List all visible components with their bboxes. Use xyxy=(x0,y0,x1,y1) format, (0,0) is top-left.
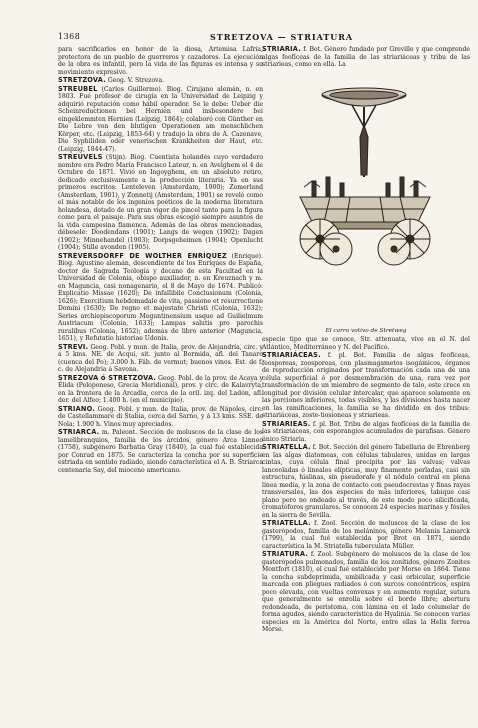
dictionary-entry xyxy=(262,421,470,444)
entry-headword: STREVI. xyxy=(58,342,89,351)
entry-text: (Carlos Guillermo). Biog. Cirujano alemán, n. en 1803. Fué profesor de cirugía en la Universidad de Leipzig y adquirió reputación como hábil operador. Se le debe: Ueber die Scheinreductionen bei Hernien und insbesondere bei eingeklemmten Hernien (Leipzig, 1864); colaboró con Günther en Die Lehre von den blutigen Operationen am menschlichen Körper, etc. (Leipzig, 1853-64) y tradujo la obra de A. Cazenave, Die Syphiliden oder venerischen Krankheiten der Haut, etc. (Leipzig, 1844-47). xyxy=(58,85,263,153)
dictionary-entry xyxy=(58,406,263,429)
dictionary-entry xyxy=(58,344,263,374)
entry-text: Geog. Pobl. y mun. de Italia, prov. de Alejandría, circ. y á 5 kms. NE. de Acquí, sit. junto al Bormida, afl. del Tanaro (cuenca del Po); 3.000 h. Fáb. de vermut; buenos vinos. Est. de f. c. de Alejandría á Savona. xyxy=(58,343,263,373)
entry-headword: STRIATELLA. xyxy=(262,443,311,451)
votive-chariot-illustration xyxy=(290,77,440,282)
dictionary-entry xyxy=(262,46,470,69)
entry-headword: STRIARIA. xyxy=(262,45,301,53)
left-column xyxy=(58,46,263,475)
dictionary-entry xyxy=(58,46,263,76)
figure-caption: El carro votivo de Stretweg xyxy=(325,328,407,334)
entry-headword: STREUVELS xyxy=(58,153,103,161)
dictionary-entry xyxy=(58,86,263,154)
entry-text: f. Bot. Género fundado por Greville y que comprende algas feofíceas de la familia de las striariáceas y tribu de las striarieas, como en ella. La xyxy=(262,46,470,68)
entry-headword: STRIARIÁCEAS. xyxy=(262,351,321,359)
right-column-bottom xyxy=(262,336,470,635)
entry-text: Geog. Pobl. de la prov. de Acaya y Élida (Peloponeso, Grecia Meridional), prov. y circ. de Kalavryta, en la frontera de la Arcadia, cerca de la oril. izq. del Ladón, afl. der. del Alfeo; 1.400 h. (en el municipio). xyxy=(58,374,263,404)
entry-text: f. Bot. Sección del género Tabellaria de Ehrenberg en las algas diatomeas, con células tabulares, unidas en largas cintas, cuya célula final precipita por las valvas; valvas lanceoladas ó lineales elípticas, muy finamente perladas, casi sin estructura, hialinas, sin pseudorafe y el nódulo central en plena línea media, y la zona de contacto con pseudocrestas y finas rayas transversales, las dos especies de más inferiores, tabique casi plano pero no ondeado al través, de este modo poco silicificada, cromatóforos granulares. Se conocen 24 especies marinas y fósiles en la sierra de Sevilla. xyxy=(262,444,471,519)
entry-headword: STRIARIEAS. xyxy=(262,419,311,428)
page-header xyxy=(58,32,428,44)
entry-text: Geog. V. Strezova. xyxy=(107,77,165,84)
running-title: STRETZOVA — STRIATURA xyxy=(210,32,354,42)
right-column-top xyxy=(262,46,470,70)
dictionary-entry xyxy=(58,375,263,405)
entry-headword: STRETZOVA. xyxy=(58,76,106,84)
entry-text: f. Zool. Sección de moluscos de la clase de los gasterópodos, familia de los meláninos, género Melania Lamarck (1799), la cual fué establecida por Brot en 1871, siendo característica la M. Striatella tuberculata Müller. xyxy=(262,520,471,550)
entry-text: (Stijn). Biog. Cuentista holandés cuyo verdadero nombre era Pedro María Francisco Lateur, n. en Avelghem el 4 de Octubre de 1871. Vivió en Ingoyghem, en un absoluto retiro, dedicado exclusivamente a la producción literaria. Ya en sus primeros escritos: Lenteleven (Amsterdam, 1900); Zomerland (Amsterdam, 1901), y Zonnetij (Amsterdam, 1901) se reveló como el más notable de los ingenios poéticos de la moderna literatura holandesa, dotado de un gran vigor de pincel tanto para la figura como para el paisaje. Para sus obras escogió siempre asuntos de la vida campesina flamenca. Además de las obras mencionadas, débesele: Doodendans (1901); Langs de wegen (1902); Dagen (1902); Minnehandel (1903); Dorpsgeheimen (1904); Openlucht (1904); Stille avonden (1905). xyxy=(58,154,263,251)
entry-text: Geog. Pobl. y mun. de Italia, prov. de Nápoles, circ. de Castellammare di Stabia, cerca del Sarno, y á 13 kms. SSE. de Nola; 1.900 h. Vinos muy apreciados. xyxy=(58,405,263,428)
dictionary-entry xyxy=(262,336,470,351)
entry-headword: STRIARCA. xyxy=(58,428,100,436)
entry-headword: STREUBEL xyxy=(58,84,98,93)
dictionary-entry xyxy=(58,154,263,252)
entry-text: f. pl. Bot. Familia de algas feofíceas, feosporeas, zoosporeas, con plasmagametos isogámicos, órganos de reproducción originados por transformación cada una de una célula superficial ó por desmembración de una, rara vez por transformación de un miembro de segmento de talo, este crece en longitud por división celular intercalar, que aparece solamente en las porciones inferiores, todas visibles, y las divisiones hasta nacer en las ramificaciones, la familia se ha dividido en dos tribus: striariáceas, zoste-tiosioneas y striarieas. xyxy=(262,352,470,419)
page-number: 1368 xyxy=(58,32,81,41)
entry-text: especie tipo que se conoce, Str. attenuata, vive en el N. del Atlántico, Mediterráneo y N. del Pacífico. xyxy=(262,336,470,351)
dictionary-entry xyxy=(262,520,470,550)
entry-text: para sacrificarlos en honor de la diosa, Artemisa Lafria, protectora de un pueblo de guerreros y cazadores. La ejecución de la obra es infantil, pero la vida de las figuras es intensa y su movimiento expresivo. xyxy=(58,46,263,76)
entry-headword: STRIATURA. xyxy=(262,550,309,558)
dictionary-entry xyxy=(262,352,470,420)
dictionary-entry xyxy=(58,77,263,85)
entry-text: f. pl. Bot. Tribu de algas feofíceas de la familia de las striariáceas, con esporangios acumulados de parafisas. Género único Striaria. xyxy=(262,420,471,443)
entry-headword: STRIANO. xyxy=(58,404,95,413)
dictionary-entry xyxy=(262,444,470,519)
entry-headword: STREZOVA ó STRETZOVA. xyxy=(58,373,157,382)
entry-headword: STRIATELLA. xyxy=(262,519,311,527)
entry-headword: STREVERSDORFF DE WOLTHER ENRÍQUEZ xyxy=(58,251,227,260)
entry-text: f. Zool. Subgénero de moluscos de la clase de los gasterópodos pulmonados, familia de los zonítidos, género Zonites Montfort (1810), el cual fué establecido por Morse en 1864. Tiene la concha subdeprimida, umbilicada y casi orbicular, superficie marcada con pliegues radiados ó con surcos concéntricos, espira poco elevada, con vueltas convexas y en aumento regular, sutura que generalmente se enrolla sobre el borde libre; abertura redondeada, de peristoma, con lámina en el lado columelar de forma agudos, siendo característica de Hyalinia. Se conocen varias especies en la América del Norte, entre ellas la Helix ferrea Morse. xyxy=(262,551,471,633)
entry-text: (Enrique). Biog. Agustino alemán, descendiente de los Enriques de España, doctor de Sagrada Teología y decano de esta Facultad en la Universidad de Colonia, obispo auxiliador, n. en Kreuznach y m. en Maguncia, casi nonagenario, el 8 de Mayo de 1674. Publicó: Explicatio Missae (1620); De infallibile Conclusionum (Colonia, 1626); Exercitium hebdomadale de vita, passione et resurrectione Domini (1630); De regno et majestate Christi (Colonia, 1632); Series archiepiscoporum Moguntinensium usque ad Guilielmum Austriacum (Colonia, 1633); Lampas salutis pro parochis ruralibus (Colonia, 1652); además de libro anterior (Maguncia, 1651), y Refutatio historiae Udonis. xyxy=(58,252,263,342)
dictionary-entry xyxy=(58,429,263,474)
dictionary-entry xyxy=(262,551,470,634)
entry-text: m. Paleont. Sección de moluscos de la clase de los lamelibranquios, familia de los árcidos, género Arca Linneo (1758), subgénero Barbatia Gray (1840), la cual fué establecida por Conrad en 1875. Se caracteriza la concha por su superficie estriada en sentido radiado, siendo característica el A. B. Striarca centenaria Say, del mioceno americano. xyxy=(58,429,263,474)
dictionary-entry xyxy=(58,253,263,343)
